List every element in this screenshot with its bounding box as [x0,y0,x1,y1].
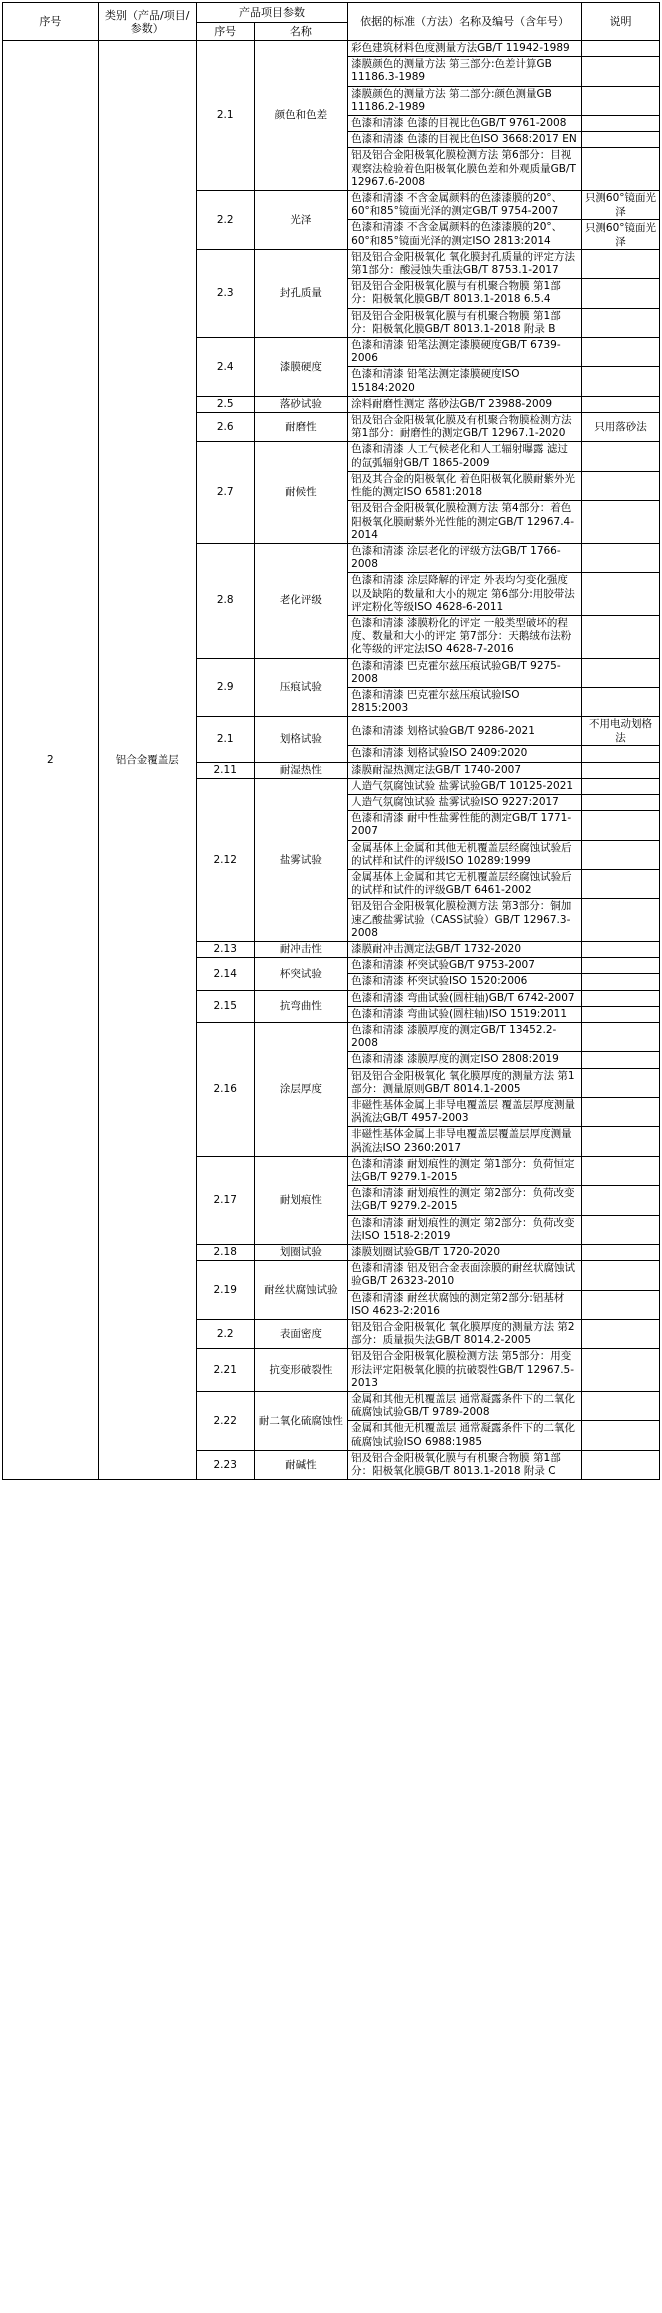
note-cell [582,974,660,990]
param-number: 2.7 [196,442,254,543]
param-name: 划圈试验 [254,1245,348,1261]
param-name: 落砂试验 [254,396,348,412]
param-number: 2.18 [196,1245,254,1261]
standard-name: 色漆和清漆 涂层老化的评级方法GB/T 1766-2008 [348,543,582,572]
standard-name: 非磁性基体金属上非导电覆盖层覆盖层厚度测量 涡流法ISO 2360:2017 [348,1127,582,1156]
param-number: 2.11 [196,762,254,778]
standard-name: 色漆和清漆 耐丝状腐蚀的测定第2部分:铝基材ISO 4623-2:2016 [348,1290,582,1319]
standard-name: 金属基体上金属和其它无机覆盖层经腐蚀试验后的试样和试件的评级GB/T 6461-2002 [348,869,582,898]
note-cell [582,308,660,337]
note-cell [582,1320,660,1349]
param-number: 2.8 [196,543,254,658]
note-cell [582,279,660,308]
note-cell [582,396,660,412]
standard-name: 色漆和清漆 巴克霍尔兹压痕试验GB/T 9275-2008 [348,658,582,687]
header-param-name: 名称 [254,23,348,41]
standard-name: 铝及铝合金阳极氧化 氧化膜厚度的测量方法 第1部分：测量原则GB/T 8014.1-2005 [348,1068,582,1097]
standard-name: 铝及铝合金阳极氧化膜与有机聚合物膜 第1部分：阳极氧化膜GB/T 8013.1-2018 6.5.4 [348,279,582,308]
note-cell [582,367,660,396]
standards-table [2,2,660,1480]
param-name: 光泽 [254,191,348,250]
standard-name: 金属和其他无机覆盖层 通常凝露条件下的二氧化硫腐蚀试验ISO 6988:1985 [348,1421,582,1450]
note-cell [582,811,660,840]
param-name: 颜色和色差 [254,41,348,191]
note-cell [582,958,660,974]
param-name: 耐丝状腐蚀试验 [254,1261,348,1320]
note-cell [582,1215,660,1244]
param-name: 耐碱性 [254,1450,348,1479]
header-param-group: 产品项目参数 [196,3,347,23]
param-name: 老化评级 [254,543,348,658]
note-cell [582,1052,660,1068]
note-cell [582,899,660,942]
standard-name: 铝及铝合金阳极氧化膜及有机聚合物膜检测方法 第1部分：耐磨性的测定GB/T 12967.1-2020 [348,413,582,442]
standard-name: 色漆和清漆 色漆的目视比色GB/T 9761-2008 [348,116,582,132]
standard-name: 色漆和清漆 耐中性盐雾性能的测定GB/T 1771-2007 [348,811,582,840]
standard-name: 色漆和清漆 不含金属颜料的色漆漆膜的20°、60°和85°镜面光泽的测定ISO 2813:2014 [348,220,582,249]
param-name: 封孔质量 [254,249,348,337]
standard-name: 铝及铝合金阳极氧化膜检测方法 第4部分：着色阳极氧化膜耐紫外光性能的测定GB/T 12967.4-2014 [348,501,582,544]
note-cell [582,86,660,115]
standard-name: 铝及其合金的阳极氧化 着色阳极氧化膜耐紫外光性能的测定ISO 6581:2018 [348,471,582,500]
note-cell [582,1450,660,1479]
param-number: 2.19 [196,1261,254,1320]
param-number: 2.15 [196,990,254,1022]
note-cell [582,990,660,1006]
param-name: 抗变形破裂性 [254,1349,348,1392]
note-cell [582,1156,660,1185]
standard-name: 色漆和清漆 耐划痕性的测定 第2部分：负荷改变法GB/T 9279.2-2015 [348,1186,582,1215]
note-cell [582,687,660,716]
param-number: 2.16 [196,1023,254,1157]
param-number: 2.2 [196,191,254,250]
param-number: 2.9 [196,658,254,717]
standard-name: 漆膜颜色的测量方法 第二部分:颜色测量GB 11186.2-1989 [348,86,582,115]
standard-name: 漆膜耐湿热测定法GB/T 1740-2007 [348,762,582,778]
standard-name: 铝及铝合金阳极氧化膜检测方法 第3部分：铜加速乙酸盐雾试验（CASS试验）GB/T 12967.3-2008 [348,899,582,942]
note-cell [582,1006,660,1022]
note-cell [582,471,660,500]
param-name: 杯突试验 [254,958,348,990]
note-cell [582,840,660,869]
note-cell [582,1290,660,1319]
group-seq: 2 [3,41,99,1480]
param-name: 漆膜硬度 [254,338,348,397]
standard-name: 色漆和清漆 铅笔法测定漆膜硬度ISO 15184:2020 [348,367,582,396]
note-cell [582,1421,660,1450]
param-number: 2.3 [196,249,254,337]
standard-name: 色漆和清漆 涂层降解的评定 外表均匀变化强度以及缺陷的数量和大小的规定 第6部分:用胶带法评定粉化等级ISO 4628-6-2011 [348,573,582,616]
param-number: 2.1 [196,717,254,762]
standard-name: 色漆和清漆 划格试验ISO 2409:2020 [348,746,582,762]
table-row [3,41,660,57]
standard-name: 铝及铝合金阳极氧化膜检测方法 第6部分：目视观察法检验着色阳极氧化膜色差和外观质量GB/T 12967.6-2008 [348,148,582,191]
param-name: 压痕试验 [254,658,348,717]
param-number: 2.5 [196,396,254,412]
standard-name: 彩色建筑材料色度测量方法GB/T 11942-1989 [348,41,582,57]
standard-name: 色漆和清漆 不含金属颜料的色漆漆膜的20°、60°和85°镜面光泽的测定GB/T 9754-2007 [348,191,582,220]
note-cell [582,778,660,794]
standard-name: 色漆和清漆 耐划痕性的测定 第2部分：负荷改变法ISO 1518-2:2019 [348,1215,582,1244]
param-name: 耐划痕性 [254,1156,348,1244]
standard-name: 色漆和清漆 漆膜厚度的测定ISO 2808:2019 [348,1052,582,1068]
header-standard: 依据的标准（方法）名称及编号（含年号） [348,3,582,41]
note-cell [582,1392,660,1421]
param-number: 2.4 [196,338,254,397]
group-category: 铝合金覆盖层 [98,41,196,1480]
note-cell [582,442,660,471]
standard-name: 铝及铝合金阳极氧化膜与有机聚合物膜 第1部分：阳极氧化膜GB/T 8013.1-2018 附录 B [348,308,582,337]
param-number: 2.1 [196,41,254,191]
note-cell [582,1023,660,1052]
param-name: 耐磨性 [254,413,348,442]
standard-name: 铝及铝合金阳极氧化膜检测方法 第5部分：用变形法评定阳极氧化膜的抗破裂性GB/T 12967.5-2013 [348,1349,582,1392]
param-name: 划格试验 [254,717,348,762]
param-name: 耐冲击性 [254,941,348,957]
standard-name: 漆膜耐冲击测定法GB/T 1732-2020 [348,941,582,957]
note-cell [582,746,660,762]
param-name: 表面密度 [254,1320,348,1349]
param-name: 耐候性 [254,442,348,543]
standard-name: 漆膜颜色的测量方法 第三部分:色差计算GB 11186.3-1989 [348,57,582,86]
note-cell [582,249,660,278]
standard-name: 色漆和清漆 漆膜粉化的评定 一般类型破坏的程度、数量和大小的评定 第7部分：天鹅绒布法粉化等级的评定法ISO 4628-7-2016 [348,615,582,658]
standard-name: 色漆和清漆 耐划痕性的测定 第1部分：负荷恒定法GB/T 9279.1-2015 [348,1156,582,1185]
note-cell [582,1245,660,1261]
header-category: 类别（产品/项目/参数） [98,3,196,41]
param-number: 2.17 [196,1156,254,1244]
standard-name: 漆膜划圈试验GB/T 1720-2020 [348,1245,582,1261]
note-cell [582,869,660,898]
standard-name: 色漆和清漆 杯突试验ISO 1520:2006 [348,974,582,990]
standard-name: 色漆和清漆 色漆的目视比色ISO 3668:2017 EN [348,132,582,148]
param-name: 抗弯曲性 [254,990,348,1022]
note-cell [582,116,660,132]
note-cell [582,1068,660,1097]
standard-name: 色漆和清漆 杯突试验GB/T 9753-2007 [348,958,582,974]
note-cell [582,1186,660,1215]
param-number: 2.12 [196,778,254,941]
note-cell [582,1349,660,1392]
standard-name: 色漆和清漆 弯曲试验(圆柱轴)ISO 1519:2011 [348,1006,582,1022]
standard-name: 涂料耐磨性测定 落砂法GB/T 23988-2009 [348,396,582,412]
header-note: 说明 [582,3,660,41]
param-name: 耐湿热性 [254,762,348,778]
note-cell [582,132,660,148]
param-number: 2.21 [196,1349,254,1392]
standard-name: 铝及铝合金阳极氧化膜与有机聚合物膜 第1部分：阳极氧化膜GB/T 8013.1-2018 附录 C [348,1450,582,1479]
note-cell: 不用电动划格法 [582,717,660,746]
standard-name: 色漆和清漆 铅笔法测定漆膜硬度GB/T 6739-2006 [348,338,582,367]
standard-name: 非磁性基体金属上非导电覆盖层 覆盖层厚度测量 涡流法GB/T 4957-2003 [348,1098,582,1127]
standard-name: 人造气氛腐蚀试验 盐雾试验GB/T 10125-2021 [348,778,582,794]
note-cell [582,1127,660,1156]
note-cell [582,615,660,658]
param-number: 2.13 [196,941,254,957]
note-cell [582,41,660,57]
note-cell [582,573,660,616]
param-name: 耐二氧化硫腐蚀性 [254,1392,348,1451]
note-cell [582,794,660,810]
note-cell: 只测60°镜面光泽 [582,191,660,220]
standard-name: 色漆和清漆 弯曲试验(圆柱轴)GB/T 6742-2007 [348,990,582,1006]
standard-name: 铝及铝合金阳极氧化 氧化膜厚度的测量方法 第2部分：质量损失法GB/T 8014.2-2005 [348,1320,582,1349]
param-number: 2.22 [196,1392,254,1451]
note-cell [582,338,660,367]
standard-name: 色漆和清漆 铝及铝合金表面涂膜的耐丝状腐蚀试验GB/T 26323-2010 [348,1261,582,1290]
param-number: 2.6 [196,413,254,442]
header-param-seq: 序号 [196,23,254,41]
param-number: 2.14 [196,958,254,990]
note-cell [582,543,660,572]
note-cell [582,941,660,957]
param-name: 涂层厚度 [254,1023,348,1157]
standard-name: 色漆和清漆 划格试验GB/T 9286-2021 [348,717,582,746]
header-seq: 序号 [3,3,99,41]
standard-name: 铝及铝合金阳极氧化 氧化膜封孔质量的评定方法 第1部分：酸浸蚀失重法GB/T 8753.1-2017 [348,249,582,278]
standard-name: 色漆和清漆 巴克霍尔兹压痕试验ISO 2815:2003 [348,687,582,716]
note-cell [582,1098,660,1127]
param-number: 2.23 [196,1450,254,1479]
note-cell [582,658,660,687]
standard-name: 金属基体上金属和其他无机覆盖层经腐蚀试验后的试样和试件的评级ISO 10289:1999 [348,840,582,869]
standard-name: 色漆和清漆 漆膜厚度的测定GB/T 13452.2-2008 [348,1023,582,1052]
note-cell [582,762,660,778]
standard-name: 色漆和清漆 人工气候老化和人工辐射曝露 滤过的氙弧辐射GB/T 1865-2009 [348,442,582,471]
note-cell: 只测60°镜面光泽 [582,220,660,249]
header-row [3,3,660,23]
param-name: 盐雾试验 [254,778,348,941]
param-number: 2.2 [196,1320,254,1349]
standard-name: 人造气氛腐蚀试验 盐雾试验ISO 9227:2017 [348,794,582,810]
note-cell [582,501,660,544]
standard-name: 金属和其他无机覆盖层 通常凝露条件下的二氧化硫腐蚀试验GB/T 9789-2008 [348,1392,582,1421]
note-cell [582,148,660,191]
note-cell [582,1261,660,1290]
note-cell [582,57,660,86]
note-cell: 只用落砂法 [582,413,660,442]
